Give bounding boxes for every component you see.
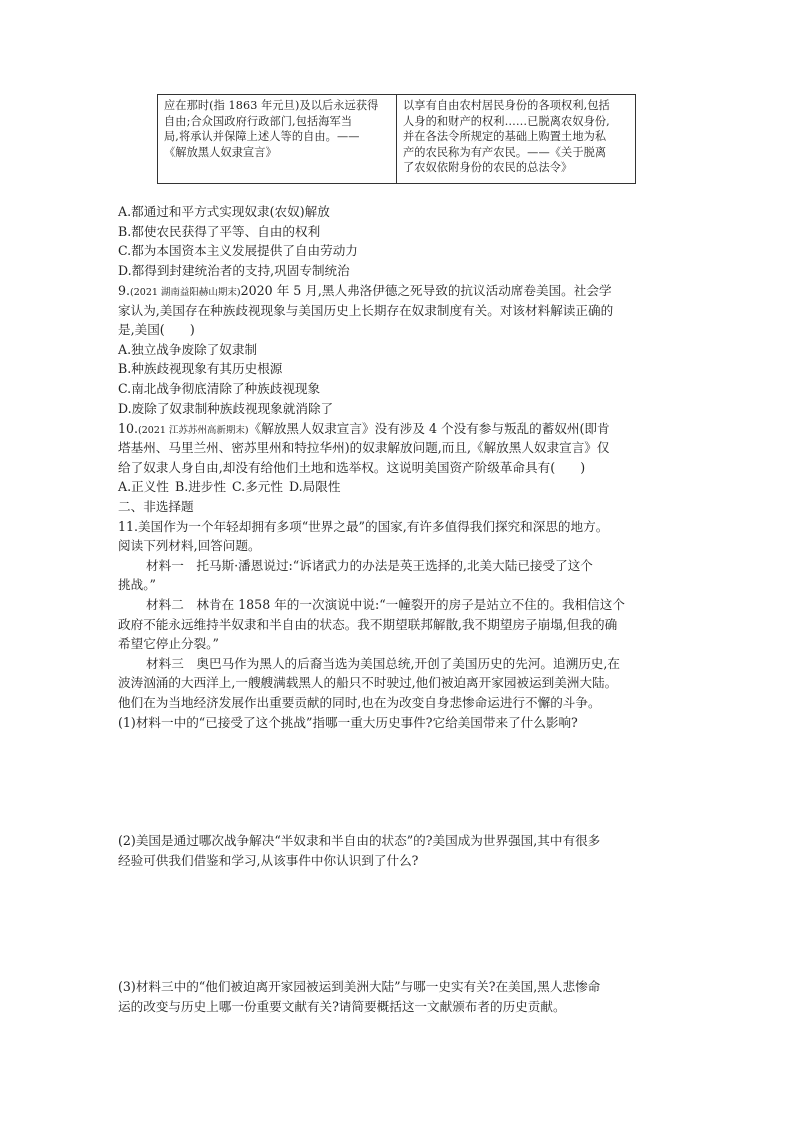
sub-question-1: (1)材料一中的“已接受了这个挑战”指哪一重大历史事件?它给美国带来了什么影响? <box>118 715 578 730</box>
q10-option-a: A.正义性 <box>118 479 169 494</box>
q8-option-c: C.都为本国资本主义发展提供了自由劳动力 <box>118 243 358 258</box>
q11-intro: 11.美国作为一个年轻却拥有多项“世界之最”的国家,有许多值得我们探究和深思的地方。 <box>118 519 609 534</box>
material-1: 材料一 托马斯·潘恩说过:“诉诸武力的办法是英王选择的,北美大陆已接受了这个 <box>146 558 593 573</box>
sub-question-2: (2)美国是通过哪次战争解决“半奴隶和半自由的状态”的?美国成为世界强国,其中有很多 <box>118 833 601 848</box>
q8-option-d: D.都得到封建统治者的支持,巩固专制统治 <box>118 263 350 278</box>
q10-number: 10. <box>118 421 139 436</box>
material-3: 波涛汹涌的大西洋上,一艘艘满载黑人的船只不时驶过,他们被迫离开家园被运到美洲大陆。 <box>118 675 618 690</box>
q9-stem-line: 是,美国( ) <box>118 322 195 337</box>
cell-line: 并在各法令所规定的基础上购置土地为私 <box>403 130 607 144</box>
q9-option-d: D.废除了奴隶制种族歧视现象就消除了 <box>118 401 334 416</box>
material-1: 挑战。” <box>118 577 156 592</box>
cell-line: 人身的和财产的权利……已脱离农奴身份, <box>403 114 610 128</box>
cell-line: 以享有自由农村居民身份的各项权利,包括 <box>403 99 610 112</box>
sub-question-3: 运的改变与历史上哪一份重要文献有关?请简要概括这一文献颁布者的历史贡献。 <box>118 999 566 1014</box>
q9-option-b: B.种族歧视现象有其历史根源 <box>118 361 283 376</box>
q11-intro: 阅读下列材料,回答问题。 <box>118 538 261 553</box>
q10-source: (2021 江苏苏州高新期末) <box>138 425 249 436</box>
material-3: 他们在为当地经济发展作出重要贡献的同时,也在为改变自身悲惨命运进行不懈的斗争。 <box>118 695 601 710</box>
q9-option-a: A.独立战争废除了奴隶制 <box>118 342 258 357</box>
q10-stem-line: 给了奴隶人身自由,却没有给他们土地和选举权。这说明美国资产阶级革命具有( ) <box>118 460 586 475</box>
q8-option-a: A.都通过和平方式实现奴隶(农奴)解放 <box>118 204 330 219</box>
material-2: 希望它停止分裂。” <box>118 636 219 651</box>
table-cell-emancipation-proclamation <box>158 95 397 184</box>
cell-line: 了农奴依附身份的农民的总法令》 <box>403 161 573 175</box>
comparison-table <box>157 94 636 184</box>
q8-option-b: B.都使农民获得了平等、自由的权利 <box>118 224 321 239</box>
material-2: 材料二 林肯在 1858 年的一次演说中说:“一幢裂开的房子是站立不住的。我相信这个 <box>146 597 625 612</box>
q10-option-c: C.多元性 <box>232 479 283 494</box>
q9-option-c: C.南北战争彻底清除了种族歧视现象 <box>118 381 321 396</box>
cell-line: 产的农民称为有产农民。——《关于脱离 <box>403 145 607 159</box>
q10-stem: 《解放黑人奴隶宣言》没有涉及 4 个没有参与叛乱的蓄奴州(即肯 <box>248 421 610 436</box>
q10-stem-line: 塔基州、马里兰州、密苏里州和特拉华州)的奴隶解放问题,而且,《解放黑人奴隶宣言》仅 <box>118 440 610 455</box>
q9-stem-line <box>118 282 678 302</box>
q10-stem-line <box>118 420 678 440</box>
section-title: 二、非选择题 <box>118 499 194 514</box>
q9-source: (2021 湖南益阳赫山期末) <box>130 287 241 298</box>
table-row <box>158 95 636 184</box>
cell-line: 自由;合众国政府行政部门,包括海军当 <box>164 114 353 128</box>
sub-question-2: 经验可供我们借鉴和学习,从该事件中你认识到了什么? <box>118 853 419 868</box>
sub-question-3: (3)材料三中的“他们被迫离开家园被运到美洲大陆”与哪一史实有关?在美国,黑人悲惨命 <box>118 979 601 994</box>
table-cell-serf-decree <box>397 95 636 184</box>
material-2: 政府不能永远维持半奴隶和半自由的状态。我不期望联邦解散,我不期望房子崩塌,但我的确 <box>118 617 618 632</box>
material-3: 材料三 奥巴马作为黑人的后裔当选为美国总统,开创了美国历史的先河。追溯历史,在 <box>146 656 620 671</box>
q10-option-b: B.进步性 <box>175 479 227 494</box>
q9-number: 9. <box>118 283 131 298</box>
q10-option-d: D.局限性 <box>289 479 341 494</box>
q10-options <box>118 478 678 496</box>
q9-stem-line: 家认为,美国存在种族歧视现象与美国历史上长期存在奴隶制度有关。对该材料解读正确的 <box>118 303 614 318</box>
q9-stem: 2020 年 5 月,黑人弗洛伊德之死导致的抗议活动席卷美国。社会学 <box>240 283 612 298</box>
cell-line: 局,将承认并保障上述人等的自由。—— <box>164 130 360 144</box>
cell-line: 应在那时(指 1863 年元旦)及以后永远获得 <box>164 99 379 112</box>
cell-line: 《解放黑人奴隶宣言》 <box>164 145 277 159</box>
